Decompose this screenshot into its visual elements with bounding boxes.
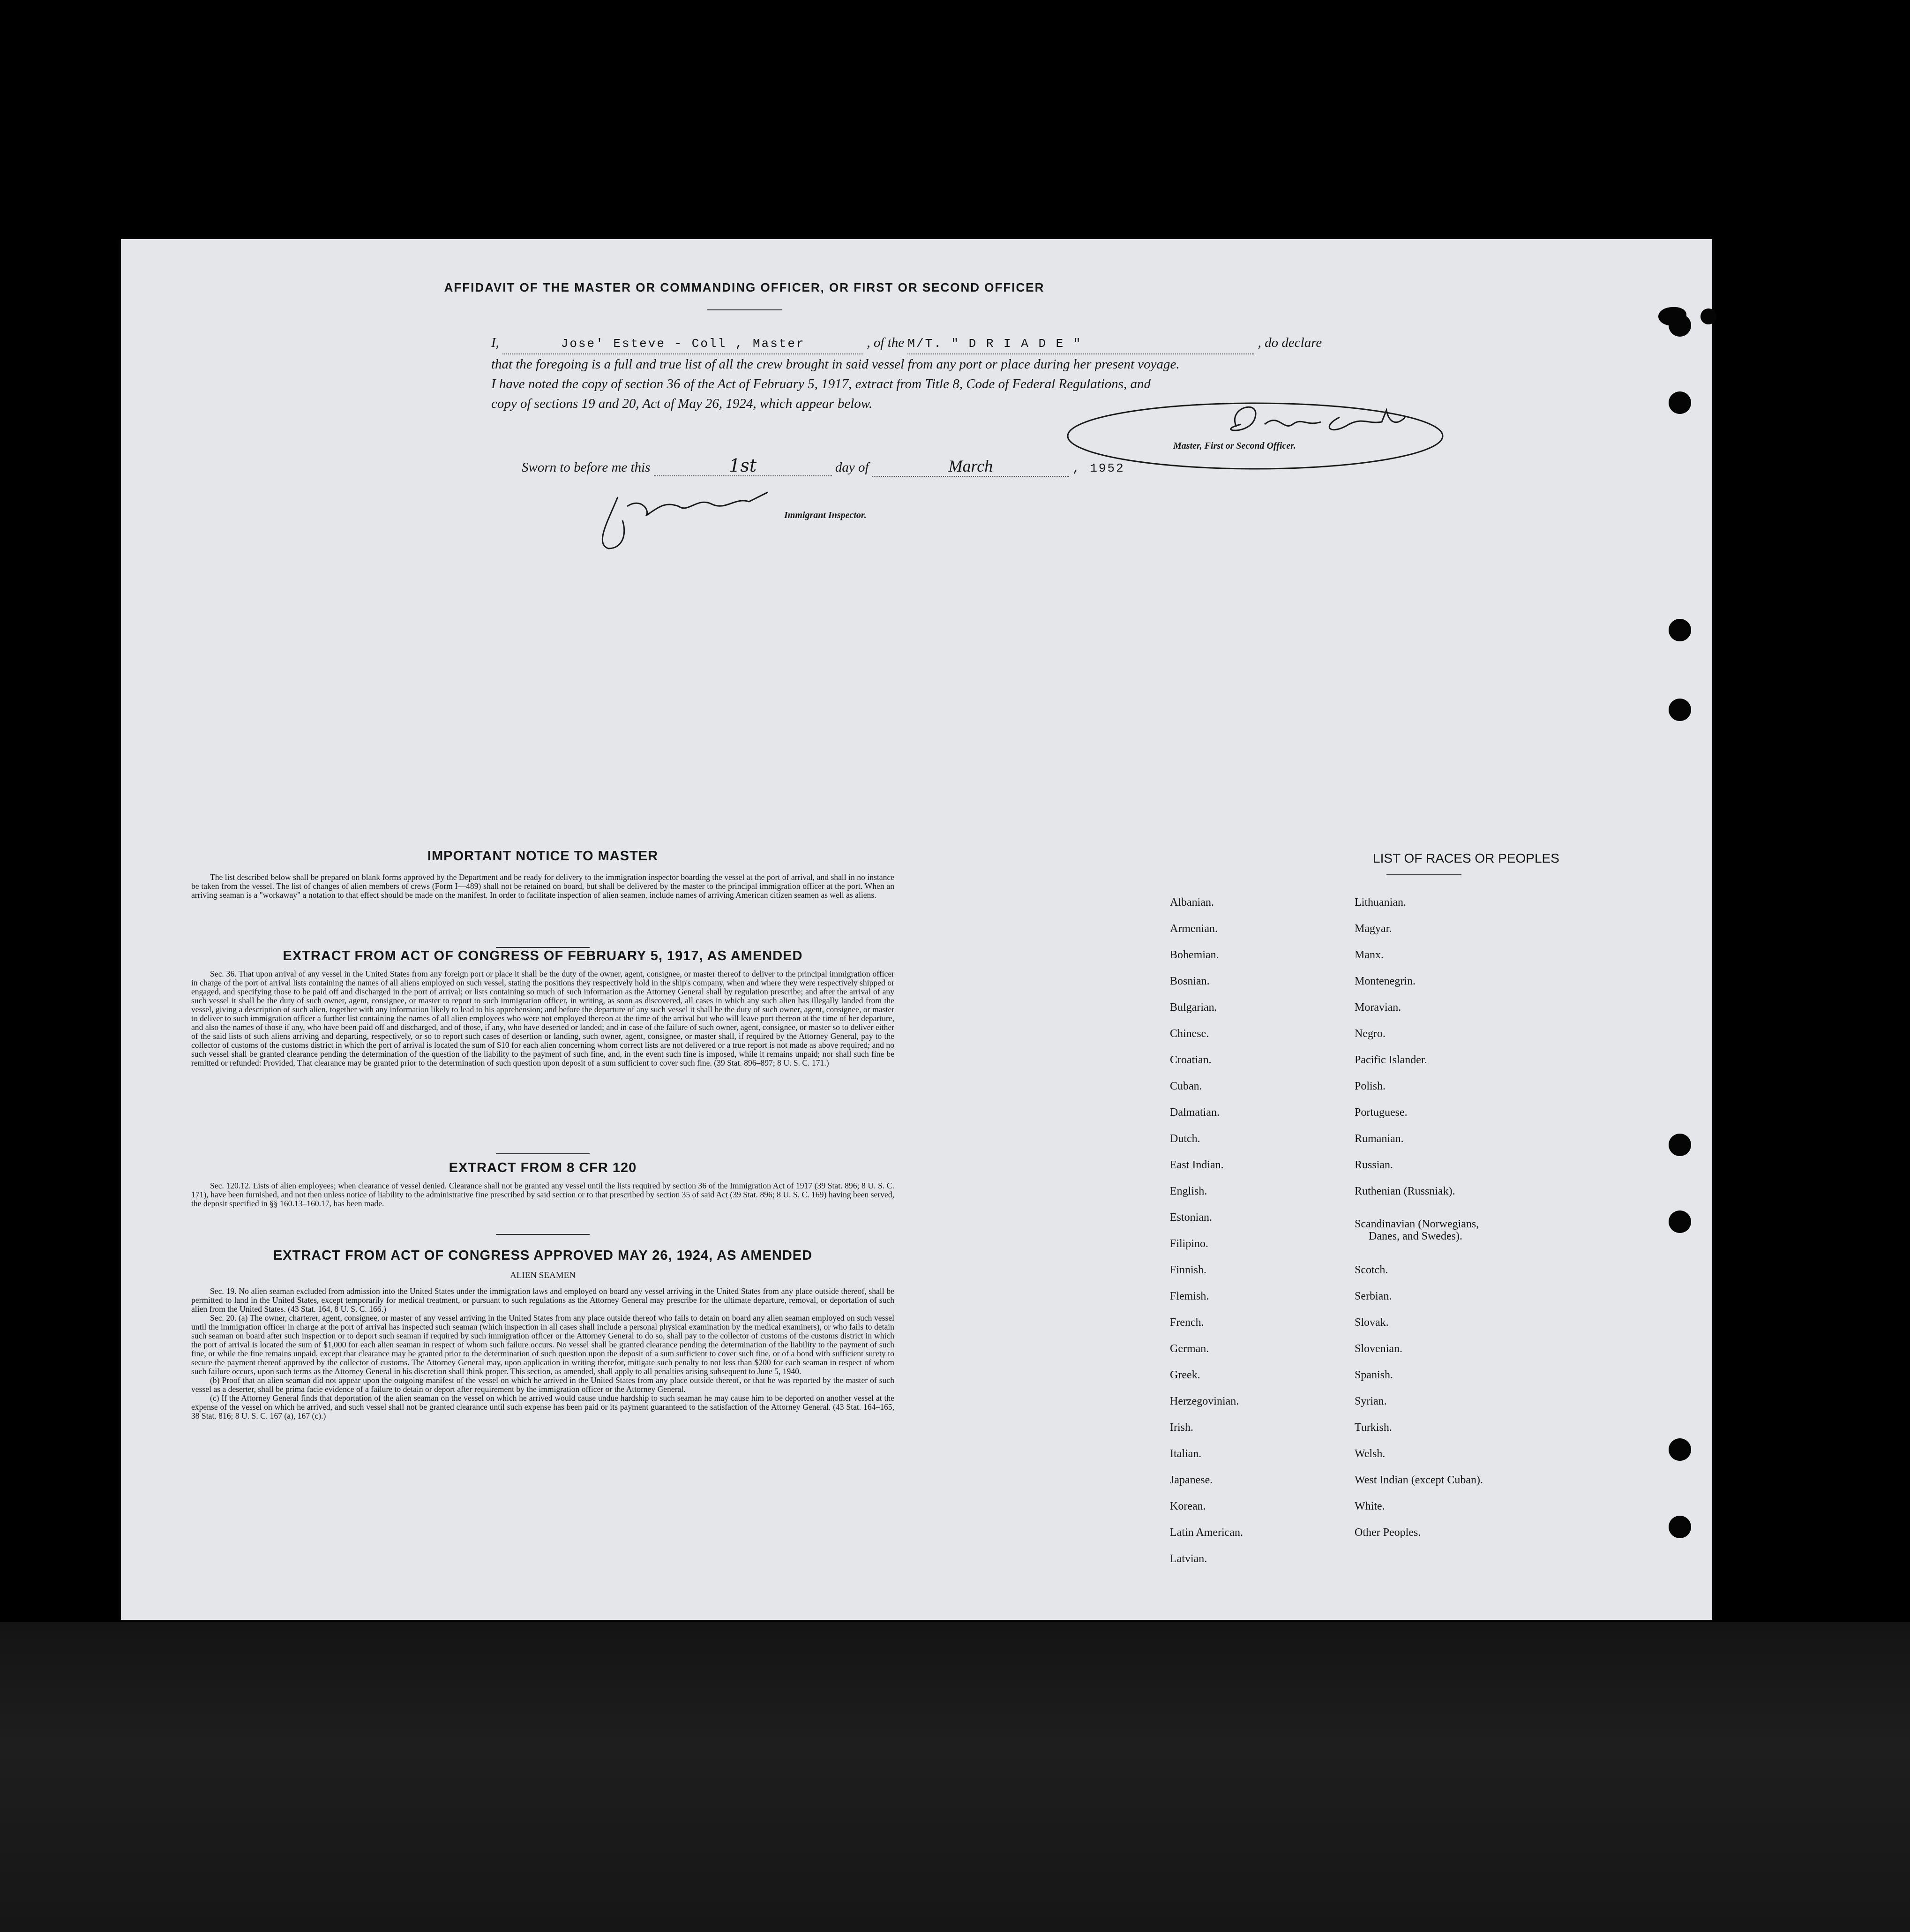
binder-hole <box>1669 619 1691 641</box>
section-20c-text: (c) If the Attorney General finds that deportation of the alien seaman on the vessel on which he arrived would cause undue hardship to such seaman he may cause him to be deported on another vessel at the expense of the vessel on which he arrived, and such vessel shall not be granted clearance until such expense has been paid or its payment guaranteed to the satisfaction of the Attorney General. (43 Stat. 164–165, 38 Stat. 816; 8 U. S. C. 167 (a), 167 (c).) <box>191 1393 894 1421</box>
section-19-text: Sec. 19. No alien seaman excluded from admission into the United States under the immigration laws and employed on board any vessel arriving in the United States from any place outside thereof, shall be permitted to land in the United States, except temporarily for medical treatment, or pursuant to such regulations as the Attorney General may prescribe for the ultimate departure, removal, or deportation of such alien from the United States. (43 Stat. 164, 8 U. S. C. 166.) <box>191 1286 894 1314</box>
race-item: Ruthenian (Russniak). <box>1355 1185 1455 1197</box>
day-of-text: day of <box>835 460 869 475</box>
sworn-month-field: March <box>872 456 1069 477</box>
race-item: Japanese. <box>1170 1474 1213 1486</box>
race-item: Albanian. <box>1170 896 1214 909</box>
affidavit-document <box>121 239 1712 1620</box>
affidavit-line-3: I have noted the copy of section 36 of the Act of February 5, 1917, extract from Title 8, Code of Federal Regulations, and <box>491 376 1151 391</box>
binder-hole <box>1669 1210 1691 1233</box>
sworn-year: , 1952 <box>1072 461 1125 475</box>
extract-cfr-body: Sec. 120.12. Lists of alien employees; when clearance of vessel denied. Clearance shall not be granted any vessel until the lists required by section 36 of the Immigration Act of 1917 (39 Stat. 896; 8 U. S. C. 171), have been furnished, and not then unless notice of liability to the administrative fine prescribed by said section or to that prescribed by section 35 of said Act (39 Stat. 896; 8 U. S. C. 169) having been served, the deposit specified in §§ 160.13–160.17, has been made. <box>191 1181 894 1208</box>
race-item: Filipino. <box>1170 1238 1209 1250</box>
binder-hole <box>1669 699 1691 721</box>
affidavit-prefix: I, <box>491 335 499 350</box>
race-item: Dutch. <box>1170 1133 1200 1145</box>
race-item: Dalmatian. <box>1170 1106 1220 1119</box>
binder-hole <box>1669 1134 1691 1156</box>
race-item: Armenian. <box>1170 923 1218 935</box>
extract-1924-subtitle: ALIEN SEAMEN <box>510 1270 576 1280</box>
notice-title: IMPORTANT NOTICE TO MASTER <box>427 849 659 864</box>
race-item: Portuguese. <box>1355 1106 1408 1119</box>
extract-cfr-title: EXTRACT FROM 8 CFR 120 <box>449 1160 637 1175</box>
of-the-text: , of the <box>867 335 905 350</box>
race-item: Negro. <box>1355 1028 1386 1040</box>
binder-hole <box>1669 1516 1691 1538</box>
race-item: Estonian. <box>1170 1211 1212 1224</box>
master-name-field: Jose' Esteve - Coll , Master <box>502 334 863 354</box>
notice-divider <box>496 947 590 948</box>
race-item: Finnish. <box>1170 1264 1207 1276</box>
race-item: Italian. <box>1170 1448 1202 1460</box>
race-item: Croatian. <box>1170 1054 1212 1066</box>
race-item: Korean. <box>1170 1500 1206 1512</box>
race-item: Bulgarian. <box>1170 1001 1217 1014</box>
notice-body: The list described below shall be prepared on blank forms approved by the Department and be ready for delivery to the immigration inspector boarding the vessel at the port of arrival, and shall in no instance be taken from the vessel. The list of changes of alien members of crews (Form I—489) shall not be retained on board, but shall be delivered by the master to the principal immigration officer at the port. When an arriving seaman is a "workaway" a notation to that effect should be made on the manifest. In order to facilitate inspection of alien seamen, include names of arriving American citizen seamen as well as aliens. <box>191 872 894 900</box>
race-item: Rumanian. <box>1355 1133 1404 1145</box>
binder-hole <box>1700 308 1716 324</box>
race-item: Slovak. <box>1355 1316 1389 1329</box>
race-item: Other Peoples. <box>1355 1526 1421 1539</box>
race-item: Latvian. <box>1170 1553 1207 1565</box>
race-item: Manx. <box>1355 949 1384 961</box>
scan-background <box>0 1622 1910 1932</box>
sworn-day-field: 1st <box>654 456 832 476</box>
section-20b-text: (b) Proof that an alien seaman did not appear upon the outgoing manifest of the vessel on which he arrived in the United States from any place outside thereof, or that he was reported by the master of such vessel as a deserter, shall be prima facie evidence of a failure to detain or deport after requirement by the immigration officer or the Attorney General. <box>191 1376 894 1394</box>
affidavit-line-4: copy of sections 19 and 20, Act of May 26, 1924, which appear below. <box>491 396 873 411</box>
race-item: German. <box>1170 1343 1209 1355</box>
do-declare-text: , do declare <box>1258 335 1322 350</box>
race-item: Serbian. <box>1355 1290 1392 1302</box>
section-20a-text: Sec. 20. (a) The owner, charterer, agent, consignee, or master of any vessel arriving in the United States from any place outside thereof who fails to detain on board any alien seaman employed on such vessel until the immigration officer in charge at the port of arrival has inspected such seaman (which inspection in all cases shall include a personal physical examination by the medical examiners), or who fails to detain such seaman on board after such inspection or to deport such seaman if required by such immigration officer or the Attorney General to do so, shall pay to the collector of customs of the customs district in which the port of arrival is located the sum of $1,000 for each alien seaman in respect of whom such failure occurs. No vessel shall be granted clearance pending the determination of the liability to the payment of such fine, or while the fine remains unpaid, except that clearance may be granted prior to the determination of such question upon the deposit of a sum sufficient to cover such fine, or of a bond with sufficient surety to secure the payment thereof approved by the collector of customs. The Attorney General may, upon application in writing therefor, mitigate such penalty to not less than $200 for each seaman in respect of whom such failure occurs, upon such terms as the Attorney General in his discretion shall think proper. This section, as amended, shall apply to all penalties arising subsequent to June 5, 1940. <box>191 1313 894 1376</box>
race-item: Flemish. <box>1170 1290 1209 1302</box>
race-item: Scotch. <box>1355 1264 1388 1276</box>
inspector-signature <box>590 478 805 553</box>
extract-cfr-divider <box>496 1234 590 1235</box>
race-item: Montenegrin. <box>1355 975 1416 987</box>
race-item: White. <box>1355 1500 1385 1512</box>
race-item: Bosnian. <box>1170 975 1210 987</box>
race-item: Cuban. <box>1170 1080 1202 1092</box>
binder-hole <box>1669 391 1691 414</box>
race-item: Welsh. <box>1355 1448 1386 1460</box>
master-label: Master, First or Second Officer. <box>1173 441 1296 451</box>
race-item: Turkish. <box>1355 1421 1392 1434</box>
extract-1917-body: Sec. 36. That upon arrival of any vessel in the United States from any foreign port or place it shall be the duty of the owner, agent, consignee, or master thereof to deliver to the principal immigration officer in charge of the port of arrival lists containing the names of all aliens employed on such vessel, stating the positions they respectively hold in the ship's company, when and where they were respectively shipped or engaged, and specifying those to be paid off and discharged in the port of arrival; or lists containing so much of such information as the Attorney General shall by regulation prescribe; and after the arrival of any such vessel it shall be the duty of such owner, agent, consignee, or master to report to such immigration officer, in writing, as soon as discovered, all cases in which any such alien has illegally landed from the vessel, giving a description of such alien, together with any information likely to lead to his apprehension; and before the departure of any such vessel it shall be the duty of such owner, agent, consignee, or master to deliver to such immigration officer a further list containing the names of all alien employees who were not employed thereon at the time of the arrival but who will leave port thereon at the time of her departure, and also the names of those if any, who have been paid off and discharged, and of those, if any, who have deserted or landed; and in case of the failure of such owner, agent, consignee, or master so to deliver either of the said lists of such aliens arriving and departing, respectively, or so to report such cases of desertion or landing, such owner, agent, consignee, or master shall, if required by the Attorney General, pay to the collector of customs of the customs district in which the port of arrival is located the sum of $10 for each alien concerning whom correct lists are not delivered or a true report is not made as above required; and no such vessel shall be granted clearance pending the determination of the question of the liability to the payment of such fine, and, in the event such fine is imposed, while it remains unpaid; nor shall such fine be remitted or refunded: Provided, That clearance may be granted prior to the determination of such question upon deposit of a sum sufficient to cover such fine. (39 Stat. 896–897; 8 U. S. C. 171.) <box>191 969 894 1067</box>
race-item: Danes, and Swedes). <box>1369 1230 1462 1242</box>
race-item: Lithuanian. <box>1355 896 1406 909</box>
race-item: Spanish. <box>1355 1369 1393 1381</box>
races-title: LIST OF RACES OR PEOPLES <box>1373 851 1559 865</box>
races-divider <box>1386 874 1461 875</box>
extract-1917-divider <box>496 1153 590 1154</box>
race-item: Syrian. <box>1355 1395 1387 1407</box>
extract-1924-title: EXTRACT FROM ACT OF CONGRESS APPROVED MAY 26, 1924, AS AMENDED <box>273 1248 813 1263</box>
race-item: Chinese. <box>1170 1028 1209 1040</box>
vessel-name-field: M/T. " D R I A D E " <box>907 334 1254 354</box>
race-item: Moravian. <box>1355 1001 1401 1014</box>
race-item: Greek. <box>1170 1369 1200 1381</box>
race-item: French. <box>1170 1316 1204 1329</box>
race-item: Magyar. <box>1355 923 1392 935</box>
extract-1917-title: EXTRACT FROM ACT OF CONGRESS OF FEBRUARY 5, 1917, AS AMENDED <box>283 948 803 963</box>
race-item: East Indian. <box>1170 1159 1224 1171</box>
race-item: Scandinavian (Norwegians, <box>1355 1218 1479 1230</box>
binder-hole <box>1669 314 1691 337</box>
race-item: English. <box>1170 1185 1207 1197</box>
race-item: Russian. <box>1355 1159 1393 1171</box>
race-item: Herzegovinian. <box>1170 1395 1239 1407</box>
sworn-line <box>522 456 1125 478</box>
race-item: Bohemian. <box>1170 949 1219 961</box>
race-item: Latin American. <box>1170 1526 1243 1539</box>
extract-1924-body <box>191 1287 894 1421</box>
inspector-label: Immigrant Inspector. <box>784 510 867 520</box>
affidavit-title: AFFIDAVIT OF THE MASTER OR COMMANDING OFFICER, OR FIRST OR SECOND OFFICER <box>444 280 1045 294</box>
sworn-prefix: Sworn to before me this <box>522 460 651 475</box>
race-item: West Indian (except Cuban). <box>1355 1474 1483 1486</box>
binder-hole <box>1669 1438 1691 1461</box>
race-item: Polish. <box>1355 1080 1386 1092</box>
race-item: Slovenian. <box>1355 1343 1402 1355</box>
race-item: Pacific Islander. <box>1355 1054 1427 1066</box>
affidavit-line-2: that the foregoing is a full and true list of all the crew brought in said vessel from any port or place during her present voyage. <box>491 357 1180 372</box>
title-divider <box>707 309 782 310</box>
race-item: Irish. <box>1170 1421 1193 1434</box>
